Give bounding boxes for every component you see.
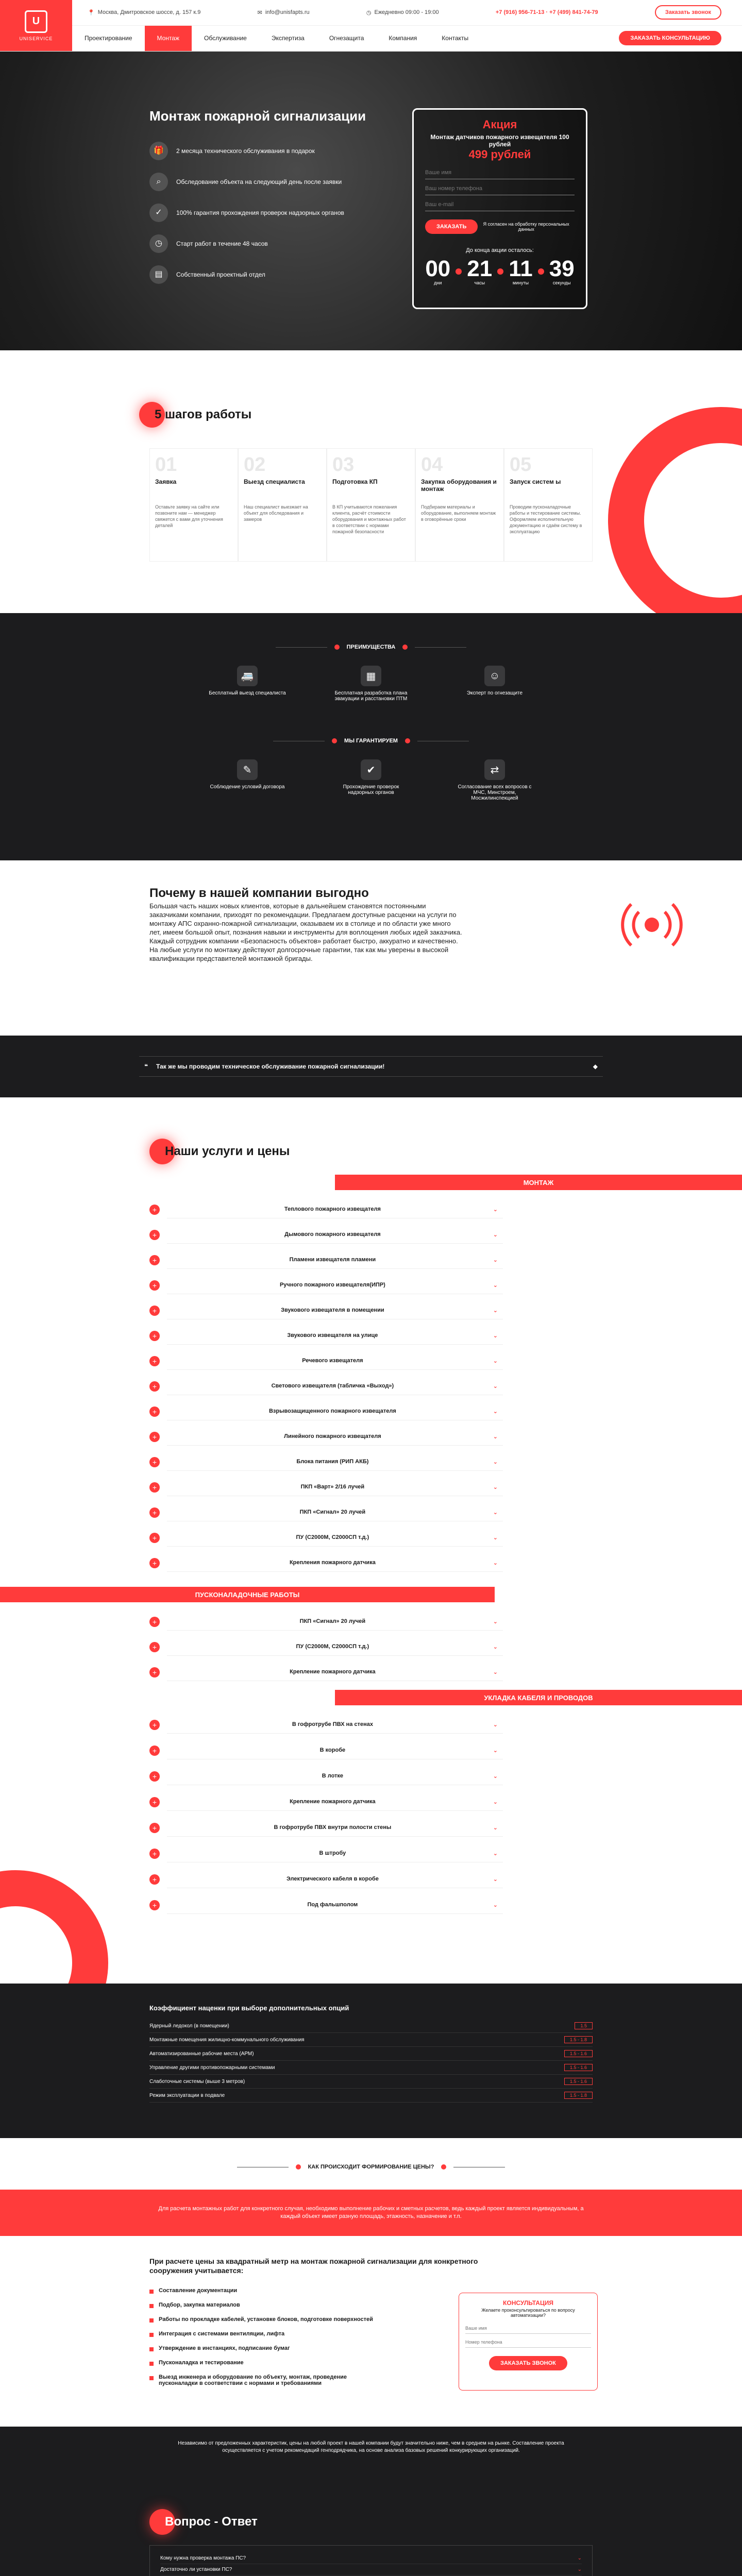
coefficients-section — [0, 1984, 742, 2138]
arrow-icon: ◆ — [593, 1063, 598, 1070]
plus-icon[interactable]: + — [149, 1406, 160, 1417]
service-row[interactable]: + ПКП «Варт» 2/16 лучей ⌄ — [149, 1476, 510, 1499]
guarantee-title: МЫ ГАРАНТИРУЕМ — [0, 738, 742, 744]
service-row[interactable]: + Линейного пожарного извещателя ⌄ — [149, 1425, 510, 1449]
chevron-down-icon[interactable]: ⌄ — [493, 1308, 498, 1314]
plus-icon[interactable]: + — [149, 1642, 160, 1652]
plus-icon[interactable]: + — [149, 1667, 160, 1677]
plus-icon[interactable]: + — [149, 1482, 160, 1493]
timer-separator — [538, 268, 544, 275]
pricing-factors — [149, 2287, 376, 2395]
chevron-down-icon[interactable]: ⌄ — [493, 1333, 498, 1339]
service-row[interactable]: + ПКП «Сигнал» 20 лучей ⌄ — [149, 1610, 510, 1634]
service-row[interactable]: + Теплового пожарного извещателя ⌄ — [149, 1198, 510, 1222]
address: 📍 Москва, Дмитровское шоссе, д. 157 к.9 — [88, 9, 201, 16]
service-band: ❝ Так же мы проводим техническое обслуживание пожарной сигнализации! ◆ — [0, 1036, 742, 1097]
hero-benefit: ▤ Собственный проектный отдел — [149, 265, 345, 284]
promo-title: Акция — [482, 118, 517, 131]
services-section — [0, 1097, 742, 1984]
promo-form — [412, 108, 587, 309]
consult-name-input[interactable] — [465, 2323, 591, 2334]
list-item: Пусконаладка и тестирование — [149, 2360, 376, 2366]
service-row[interactable]: + Взрывозащищенного пожарного извещателя ⌄ — [149, 1400, 510, 1423]
plus-icon[interactable]: + — [149, 1823, 160, 1833]
plan-icon: ▦ — [361, 666, 381, 686]
hero-benefit: ✓ 100% гарантия прохождения проверок надзорных органов — [149, 204, 345, 222]
timer-separator — [456, 268, 462, 275]
check-icon: ✔ — [361, 759, 381, 780]
chevron-down-icon[interactable]: ⌄ — [493, 1619, 498, 1625]
logo-text: UNISERVICE — [19, 36, 53, 41]
hero-benefit: ⌕ Обследование объекта на следующий день после заявки — [149, 173, 345, 191]
chevron-down-icon[interactable]: ⌄ — [493, 1409, 498, 1415]
pricing-section — [0, 2138, 742, 2468]
hero-benefits — [149, 142, 345, 296]
plus-icon[interactable]: + — [149, 1558, 160, 1568]
chevron-down-icon[interactable]: ⌄ — [493, 1484, 498, 1490]
plus-icon[interactable]: + — [149, 1255, 160, 1265]
document-icon: ▤ — [149, 265, 168, 284]
header — [0, 0, 742, 52]
inspection-icon: ⌕ — [149, 173, 168, 191]
why-title: Почему в нашей компании выгодно — [149, 886, 369, 900]
chevron-down-icon[interactable]: ⌄ — [493, 1722, 498, 1728]
timer-seconds: 39 — [549, 256, 575, 281]
service-row[interactable]: + Электрического кабеля в коробе ⌄ — [149, 1868, 510, 1891]
chevron-down-icon[interactable]: ⌄ — [493, 1535, 498, 1541]
chevron-down-icon[interactable]: ⌄ — [493, 1459, 498, 1465]
service-row[interactable]: + Дымового пожарного извещателя ⌄ — [149, 1223, 510, 1247]
plus-icon[interactable]: + — [149, 1533, 160, 1543]
contract-icon: ✎ — [237, 759, 258, 780]
consult-phone-input[interactable] — [465, 2337, 591, 2348]
nav-fireproof[interactable]: Огнезащита — [329, 35, 364, 42]
service-row[interactable]: + В гофротрубе ПВХ внутри полости стены ⌄ — [149, 1816, 510, 1840]
main-nav — [72, 26, 481, 52]
decorative-ring — [608, 407, 742, 613]
promo-email-input[interactable] — [425, 198, 575, 211]
guarantee-item: ✔ Прохождение проверок надзорных органов — [332, 759, 410, 801]
service-row[interactable]: + Звукового извещателя в помещении ⌄ — [149, 1299, 510, 1323]
chevron-down-icon[interactable]: ⌄ — [493, 1851, 498, 1857]
faq-section — [0, 2468, 742, 2576]
service-row[interactable]: + В штробу ⌄ — [149, 1842, 510, 1866]
step-card: 03 Подготовка КП В КП учитываются пожелания клиента, расчёт стоимости оборудования и монтажных работ в соответствии с нормами пожарной безопасности — [327, 448, 415, 562]
chevron-down-icon[interactable]: ⌄ — [493, 1669, 498, 1675]
chevron-down-icon[interactable]: ⌄ — [493, 1560, 498, 1566]
chevron-down-icon[interactable]: ⌄ — [493, 1257, 498, 1263]
service-row[interactable]: + Речевого извещателя ⌄ — [149, 1349, 510, 1373]
chevron-down-icon[interactable]: ⌄ — [493, 1207, 498, 1213]
hero-benefit: ◷ Старт работ в течение 48 часов — [149, 234, 345, 253]
chevron-down-icon[interactable]: ⌄ — [493, 1510, 498, 1516]
service-row[interactable]: + В коробе ⌄ — [149, 1739, 510, 1762]
plus-icon[interactable]: + — [149, 1306, 160, 1316]
coef-row: Слаботочные системы (выше 3 метров) 1.5 - 1.6 — [149, 2075, 593, 2089]
step-card: 04 Закупка оборудования и монтаж Подбираем материалы и оборудование, выполняем монтаж в оговорённые сроки — [415, 448, 504, 562]
plus-icon[interactable]: + — [149, 1230, 160, 1240]
plus-icon[interactable]: + — [149, 1797, 160, 1807]
gift-icon: 🎁 — [149, 142, 168, 160]
consult-submit-button[interactable]: ЗАКАЗАТЬ ЗВОНОК — [489, 2356, 567, 2370]
service-row[interactable]: + Ручного пожарного извещателя(ИПР) ⌄ — [149, 1274, 510, 1297]
advantage-item: ☺ Эксперт по огнезащите — [456, 666, 533, 702]
pricing-note: Независимо от предложенных характеристик, цены на любой проект в нашей компании будут значительно ниже, чем в среднем на рынке. Составление проекта осуществляется с учетом рекомендаций генподрядчика, на основе анализа базовых решений конкурирующих организаций. — [0, 2427, 742, 2468]
chevron-down-icon[interactable]: ⌄ — [493, 1232, 498, 1238]
steps-section — [0, 350, 742, 613]
plus-icon[interactable]: + — [149, 1457, 160, 1467]
service-row[interactable]: + ПУ (С2000М, С2000СП т.д.) ⌄ — [149, 1635, 510, 1659]
signal-icon — [618, 891, 685, 958]
plus-icon[interactable]: + — [149, 1720, 160, 1730]
nav-service[interactable]: Обслуживание — [204, 35, 247, 42]
plus-icon[interactable]: + — [149, 1356, 160, 1366]
coef-row: Управление другими противопожарными системами 1.5 - 1.6 — [149, 2061, 593, 2075]
car-icon: 🚐 — [237, 666, 258, 686]
phones[interactable]: +7 (916) 956-71-13 · +7 (499) 841-74-79 — [495, 9, 598, 16]
pricing-subtitle: При расчете цены за квадратный метр на монтаж пожарной сигнализации для конкретного сооружения учитывается: — [149, 2257, 478, 2275]
service-row[interactable]: + Звукового извещателя на улице ⌄ — [149, 1324, 510, 1348]
consult-button[interactable]: ЗАКАЗАТЬ КОНСУЛЬТАЦИЮ — [619, 31, 721, 45]
callback-button[interactable]: Заказать звонок — [655, 5, 721, 20]
services-title: Наши услуги и цены — [149, 1139, 290, 1164]
advantage-item: ▦ Бесплатная разработка плана эвакуации и расстановки ПТМ — [332, 666, 410, 702]
service-row[interactable]: + Крепление пожарного датчика ⌄ — [149, 1660, 510, 1684]
chevron-down-icon[interactable]: ⌄ — [493, 1799, 498, 1805]
step-card: 05 Запуск систем ы Проводим пусконаладочные работы и тестирование системы. Оформляем исполнительную документацию и сдаём систему в эксплуатацию — [504, 448, 593, 562]
service-row[interactable]: + ПКП «Сигнал» 20 лучей ⌄ — [149, 1501, 510, 1524]
promo-timer: 00 дни 21 часы 11 минуты 39 секунды — [425, 256, 575, 285]
plus-icon[interactable]: + — [149, 1900, 160, 1910]
chevron-down-icon[interactable]: ⌄ — [493, 1876, 498, 1883]
service-row[interactable]: + В гофротрубе ПВХ на стенах ⌄ — [149, 1713, 510, 1737]
hero — [0, 52, 742, 350]
chevron-down-icon[interactable]: ⌄ — [493, 1902, 498, 1908]
nav-contacts[interactable]: Контакты — [442, 35, 469, 42]
service-row[interactable]: + Пламени извещателя пламени ⌄ — [149, 1248, 510, 1272]
quote-icon: ❝ — [144, 1063, 148, 1070]
list-item: Утверждение в инстанциях, подписание бумаг — [149, 2345, 376, 2351]
chevron-down-icon[interactable]: ⌄ — [493, 1644, 498, 1650]
map-pin-icon: 📍 — [88, 9, 95, 16]
plus-icon[interactable]: + — [149, 1205, 160, 1215]
plus-icon[interactable]: + — [149, 1381, 160, 1392]
plus-icon[interactable]: + — [149, 1874, 160, 1885]
pnr-category: ПУСКОНАЛАДОЧНЫЕ РАБОТЫ — [0, 1587, 495, 1602]
hero-benefit: 🎁 2 месяца технического обслуживания в подарок — [149, 142, 345, 160]
why-section — [0, 860, 742, 1097]
logo-mark-icon: U — [25, 10, 47, 33]
guarantee-item: ⇄ Согласование всех вопросов с МЧС, Минстроем, Мосжилинспекцией — [456, 759, 533, 801]
hours: ◷ Ежедневно 09:00 - 19:00 — [366, 9, 439, 16]
promo-countdown-label: До конца акции осталось: — [466, 247, 534, 253]
chevron-down-icon[interactable]: ⌄ — [493, 1748, 498, 1754]
nav-expertise[interactable]: Экспертиза — [271, 35, 305, 42]
faq-item[interactable]: Достаточно ли установки ПС? ⌄ — [160, 2564, 582, 2575]
pricing-title: КАК ПРОИСХОДИТ ФОРМИРОВАНИЕ ЦЕНЫ? — [0, 2164, 742, 2170]
plus-icon[interactable]: + — [149, 1507, 160, 1518]
guarantee-item: ✎ Соблюдение условий договора — [209, 759, 286, 801]
plus-icon[interactable]: + — [149, 1331, 160, 1341]
advantage-item: 🚐 Бесплатный выезд специалиста — [209, 666, 286, 702]
chevron-down-icon[interactable]: ⌄ — [493, 1383, 498, 1389]
chevron-down-icon[interactable]: ⌄ — [493, 1773, 498, 1780]
chevron-down-icon[interactable]: ⌄ — [493, 1282, 498, 1289]
step-card: 01 Заявка Оставьте заявку на сайте или позвоните нам — менеджер свяжется с вами для уточнения деталей — [149, 448, 238, 562]
consult-form: КОНСУЛЬТАЦИЯ Желаете проконсультироваться по вопросу автоматизации? Ваше имя Номер телефона ЗАКАЗАТЬ ЗВОНОК — [459, 2293, 598, 2391]
timer-icon: ◷ — [149, 234, 168, 253]
promo-submit-button[interactable]: ЗАКАЗАТЬ — [425, 219, 478, 234]
coef-row: Монтажные помещения жилищно-коммунального обслуживания 1.5 - 1.8 — [149, 2033, 593, 2047]
promo-subtitle: Монтаж датчиков пожарного извещателя 100 рублей — [430, 133, 569, 148]
coef-row: Ядерный ледокол (в помещении) 1.5 — [149, 2019, 593, 2033]
faq-list — [149, 2545, 593, 2576]
list-item: Интеграция с системами вентиляции, лифта — [149, 2331, 376, 2337]
mail-icon: ✉ — [257, 9, 262, 16]
coef-title: Коэффициент наценки при выборе дополнительных опций — [149, 2004, 349, 2012]
steps-title: 5 шагов работы — [139, 402, 251, 428]
montage-category: МОНТАЖ — [335, 1175, 742, 1190]
email[interactable]: ✉ info@unisfapts.ru — [257, 9, 310, 16]
chevron-down-icon[interactable]: ⌄ — [577, 2555, 582, 2561]
timer-days: 00 — [425, 256, 451, 281]
list-item: Выезд инженера и оборудование по объекту, монтаж, проведение пусконаладки в соответствии с нормами и требованиями — [149, 2374, 376, 2386]
nav-montage[interactable]: Монтаж — [145, 26, 192, 52]
promo-name-input[interactable] — [425, 166, 575, 179]
chevron-down-icon[interactable]: ⌄ — [493, 1434, 498, 1440]
coef-row: Режим эксплуатации в подвале 1.5 - 1.8 — [149, 2089, 593, 2103]
pricing-banner: Для расчета монтажных работ для конкретного случая, необходимо выполнение рабочих и сметных расчетов, ведь каждый проект является индивидуальным, а каждый объект имеет разную площадь, этажность, назначение и т.п. — [0, 2190, 742, 2236]
shield-icon: ✓ — [149, 204, 168, 222]
chevron-down-icon[interactable]: ⌄ — [493, 1825, 498, 1831]
list-item: Работы по прокладке кабелей, установке блоков, подготовке поверхностей — [149, 2316, 376, 2323]
service-row[interactable]: + ПУ (С2000М, С2000СП т.д.) ⌄ — [149, 1526, 510, 1550]
service-row[interactable]: + Под фальшполом ⌄ — [149, 1893, 510, 1917]
steps-list — [149, 448, 593, 562]
chevron-down-icon[interactable]: ⌄ — [577, 2567, 582, 2572]
service-row[interactable]: + Светового извещателя (табличка «Выход») ⌄ — [149, 1375, 510, 1398]
expert-icon: ☺ — [484, 666, 505, 686]
promo-price: 499 рублей — [468, 148, 531, 161]
timer-hours: 21 — [467, 256, 493, 281]
plus-icon[interactable]: + — [149, 1617, 160, 1627]
chevron-down-icon[interactable]: ⌄ — [493, 1358, 498, 1364]
plus-icon[interactable]: + — [149, 1745, 160, 1756]
nav-design[interactable]: Проектирование — [85, 35, 132, 42]
timer-minutes: 11 — [509, 256, 533, 281]
decorative-ring — [0, 1870, 108, 1984]
why-text: Большая часть наших новых клиентов, которые в дальнейшем становятся постоянными заказчиками компании, приходят по рекомендации. Предлагаем доступные расценки на услуги по монтажу АПС охранно-пожарной сигнализации, оказываем их в столице и по области уже много лет, имеем большой опыт, познания навыки и инструменты для воплощения любых идей заказчика. Каждый сотрудник компании «Безопасность объектов» работает быстро, аккуратно и качественно. На любые услуги по монтажу действуют долгосрочные гарантии, так как мы уверены в высокой квалификации представителей монтажной бригады. — [149, 902, 462, 962]
service-row[interactable]: + Крепления пожарного датчика ⌄ — [149, 1551, 510, 1575]
advantages-section — [0, 613, 742, 860]
plus-icon[interactable]: + — [149, 1432, 160, 1442]
hero-title: Монтаж пожарной сигнализации — [149, 108, 366, 124]
handshake-icon: ⇄ — [484, 759, 505, 780]
clock-icon: ◷ — [366, 9, 372, 16]
nav-company[interactable]: Компания — [389, 35, 417, 42]
list-item: Подбор, закупка материалов — [149, 2302, 376, 2308]
faq-item[interactable]: Кому нужна проверка монтажа ПС? ⌄ — [160, 2553, 582, 2564]
consent-checkbox[interactable]: Я согласен на обработку персональных данных — [483, 222, 569, 232]
list-item: Составление документации — [149, 2287, 376, 2294]
plus-icon[interactable]: + — [149, 1849, 160, 1859]
promo-phone-input[interactable] — [425, 182, 575, 195]
faq-title: Вопрос - Ответ — [149, 2509, 258, 2535]
cable-category: УКЛАДКА КАБЕЛЯ И ПРОВОДОВ — [335, 1690, 742, 1705]
timer-separator — [497, 268, 503, 275]
plus-icon[interactable]: + — [149, 1280, 160, 1291]
service-row[interactable]: + В лотке ⌄ — [149, 1765, 510, 1788]
advantages-title: ПРЕИМУЩЕСТВА — [0, 644, 742, 650]
logo[interactable] — [0, 0, 72, 51]
plus-icon[interactable]: + — [149, 1771, 160, 1782]
step-card: 02 Выезд специалиста Наш специалист выезжает на объект для обследования и замеров — [238, 448, 327, 562]
coef-row: Автоматизированные рабочие места (АРМ) 1.5 - 1.6 — [149, 2047, 593, 2061]
service-row[interactable]: + Крепление пожарного датчика ⌄ — [149, 1790, 510, 1814]
service-row[interactable]: + Блока питания (РИП АКБ) ⌄ — [149, 1450, 510, 1474]
